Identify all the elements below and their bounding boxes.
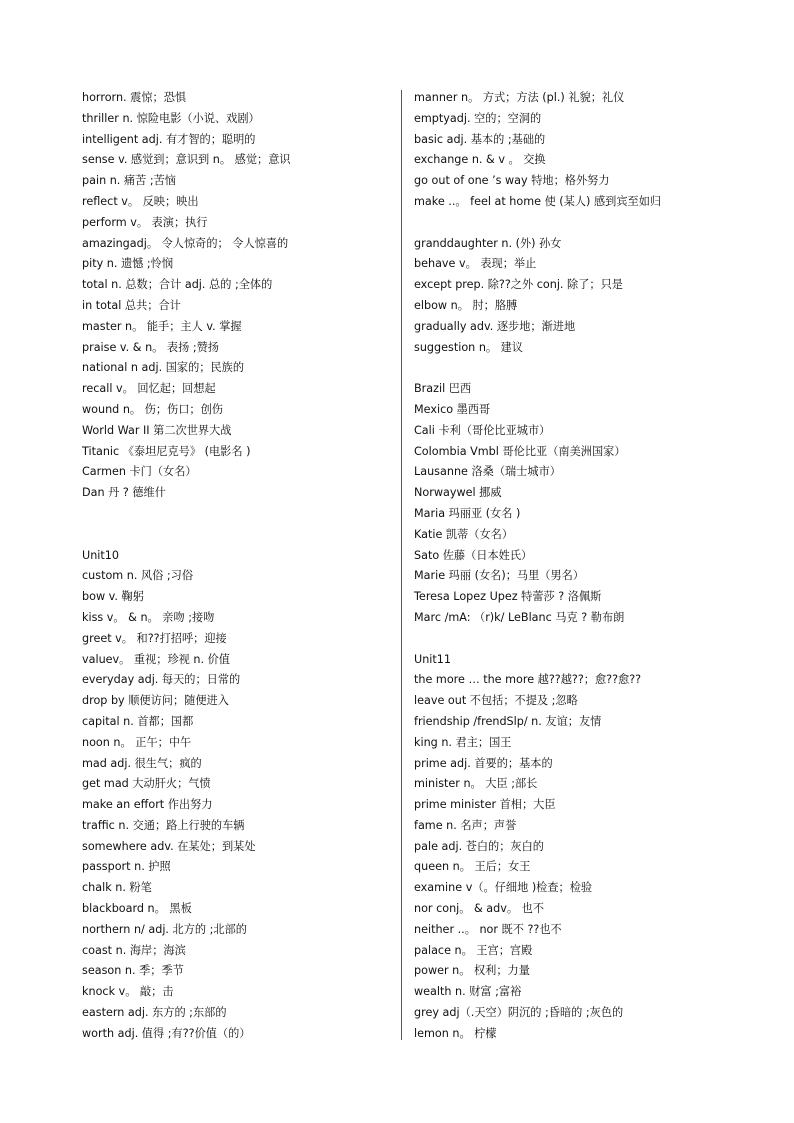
vocab-entry: Dan 丹 ? 德维什	[82, 486, 166, 500]
vocab-entry: sense v. 感觉到；意识到 n。 感觉；意识	[82, 153, 291, 167]
vocab-entry: mad adj. 很生气；疯的	[82, 756, 202, 770]
vocab-entry: worth adj. 值得 ;有??价值（的）	[82, 1026, 251, 1040]
blank-line	[414, 358, 744, 379]
vocab-entry: the more … the more 越??越??；愈??愈??	[414, 673, 642, 687]
vocab-entry: Lausanne 洛桑（瑞士城市）	[414, 465, 561, 479]
vocab-entry: make ..。 feel at home 使 (某人) 感到宾至如归	[414, 194, 662, 208]
vocab-entry: prime adj. 首要的；基本的	[414, 756, 553, 770]
vocab-entry: pain n. 痛苦 ;苦恼	[82, 174, 176, 188]
vocab-entry: wound n。 伤；伤口；创伤	[82, 402, 223, 416]
vocab-entry: northern n/ adj. 北方的 ;北部的	[82, 922, 247, 936]
vocab-entry: basic adj. 基本的 ;基础的	[414, 132, 546, 146]
vocab-entry: amazingadj。 令人惊奇的； 令人惊喜的	[82, 236, 289, 250]
blank-line	[82, 504, 392, 525]
vocab-entry: Cali 卡利（哥伦比亚城市）	[414, 423, 551, 437]
vocab-entry: total n. 总数；合计 adj. 总的 ;全体的	[82, 278, 273, 292]
vocab-entry: exchange n. & v 。 交换	[414, 153, 546, 167]
vocab-entry: eastern adj. 东方的 ;东部的	[82, 1006, 227, 1020]
vocab-entry: Sato 佐藤（日本姓氏）	[414, 548, 533, 562]
vocab-entry: prime minister 首相；大臣	[414, 798, 556, 812]
vocab-entry: king n. 君主；国王	[414, 735, 512, 749]
vocab-entry: pale adj. 苍白的；灰白的	[414, 839, 544, 853]
right-column	[414, 88, 744, 1045]
vocab-entry: gradually adv. 逐步地；渐进地	[414, 319, 576, 333]
vocab-entry: capital n. 首都；国都	[82, 714, 194, 728]
vocab-entry: examine v（。仔细地 )检查；检验	[414, 881, 593, 895]
vocab-entry: fame n. 名声；声誉	[414, 818, 517, 832]
vocab-entry: Colombia Vmbl 哥伦比亚（南美洲国家）	[414, 444, 626, 458]
vocab-entry: chalk n. 粉笔	[82, 881, 152, 895]
vocab-entry: kiss v。 & n。 亲吻 ;接吻	[82, 610, 215, 624]
vocab-entry: Norwaywel 挪威	[414, 486, 502, 500]
unit-heading: Unit11	[414, 652, 452, 666]
vocab-entry: behave v。 表现；举止	[414, 257, 537, 271]
vocab-entry: power n。 权利；力量	[414, 964, 530, 978]
vocab-entry: Carmen 卡门（女名）	[82, 465, 197, 479]
vocab-entry: season n. 季；季节	[82, 964, 184, 978]
vocab-entry: traffic n. 交通；路上行驶的车辆	[82, 818, 245, 832]
vocab-entry: suggestion n。 建议	[414, 340, 524, 354]
vocab-entry: custom n. 风俗 ;习俗	[82, 569, 194, 583]
blank-line	[414, 629, 744, 650]
vocab-entry: neither ..。 nor 既不 ??也不	[414, 922, 562, 936]
vocab-entry: Maria 玛丽亚 (女名 )	[414, 506, 521, 520]
blank-line	[414, 213, 744, 234]
vocab-entry: valuev。 重视；珍视 n. 价值	[82, 652, 230, 666]
vocab-entry: granddaughter n. (外) 孙女	[414, 236, 562, 250]
vocab-entry: intelligent adj. 有才智的；聪明的	[82, 132, 256, 146]
vocab-entry: queen n。 王后；女王	[414, 860, 531, 874]
vocab-entry: emptyadj. 空的；空洞的	[414, 111, 542, 125]
vocab-entry: Marc /mA: （r)k/ LeBlanc 马克 ? 勒布朗	[414, 610, 625, 624]
vocab-entry: Mexico 墨西哥	[414, 402, 491, 416]
vocab-entry: get mad 大动肝火；气愤	[82, 777, 211, 791]
vocab-entry: except prep. 除??之外 conj. 除了；只是	[414, 278, 623, 292]
vocab-entry: Katie 凯蒂（女名）	[414, 527, 514, 541]
vocab-entry: elbow n。 肘；胳膊	[414, 298, 518, 312]
vocab-entry: passport n. 护照	[82, 860, 171, 874]
vocab-entry: recall v。 回忆起；回想起	[82, 382, 216, 396]
vocab-entry: perform v。 表演；执行	[82, 215, 208, 229]
vocab-entry: World War II 第二次世界大战	[82, 423, 232, 437]
vocab-entry: noon n。 正午；中午	[82, 735, 192, 749]
left-column	[82, 88, 392, 1045]
vocab-entry: leave out 不包括；不提及 ;忽略	[414, 694, 578, 708]
blank-line	[82, 525, 392, 546]
vocab-entry: coast n. 海岸；海滨	[82, 943, 186, 957]
vocab-entry: blackboard n。 黑板	[82, 902, 192, 916]
vocab-entry: pity n. 遗憾 ;怜悯	[82, 257, 174, 271]
vocab-entry: master n。 能手；主人 v. 掌握	[82, 319, 242, 333]
vocab-entry: praise v. & n。 表扬 ;赞扬	[82, 340, 219, 354]
vocab-entry: horrorn. 震惊；恐惧	[82, 91, 187, 104]
vocab-entry: nor conj。 & adv。 也不	[414, 902, 545, 916]
unit-heading: Unit10	[82, 548, 120, 562]
vocab-entry: wealth n. 财富 ;富裕	[414, 985, 522, 999]
vocab-entry: make an effort 作出努力	[82, 798, 213, 812]
vocab-entry: bow v. 鞠躬	[82, 590, 144, 604]
vocab-entry: greet v。 和??打招呼；迎接	[82, 631, 227, 645]
vocab-entry: thriller n. 惊险电影（小说、戏剧）	[82, 111, 260, 125]
vocab-entry: national n adj. 国家的；民族的	[82, 361, 245, 375]
vocab-entry: reflect v。 反映；映出	[82, 194, 199, 208]
vocab-entry: in total 总共；合计	[82, 298, 181, 312]
vocab-entry: Titanic 《泰坦尼克号》 (电影名 )	[82, 444, 251, 458]
vocab-entry: manner n。 方式；方法 (pl.) 礼貌；礼仪	[414, 91, 625, 104]
vocab-entry: Brazil 巴西	[414, 382, 472, 396]
vocab-entry: go out of one ’s way 特地；格外努力	[414, 174, 610, 188]
vocab-entry: knock v。 敲；击	[82, 985, 174, 999]
column-divider	[401, 90, 402, 1040]
vocab-entry: minister n。 大臣 ;部长	[414, 777, 538, 791]
vocab-entry: friendship /frendSlp/ n. 友谊；友情	[414, 714, 602, 728]
vocab-entry: grey adj（.天空）阴沉的 ;昏暗的 ;灰色的	[414, 1006, 624, 1020]
vocab-entry: palace n。 王宫；宫殿	[414, 943, 533, 957]
vocab-entry: everyday adj. 每天的；日常的	[82, 673, 241, 687]
vocab-entry: lemon n。 柠檬	[414, 1026, 497, 1040]
vocab-entry: Teresa Lopez Upez 特蕾莎 ? 洛佩斯	[414, 590, 602, 604]
vocab-entry: Marie 玛丽 (女名)；马里（男名）	[414, 569, 585, 583]
vocab-entry: drop by 顺便访问；随便进入	[82, 694, 229, 708]
vocab-entry: somewhere adv. 在某处；到某处	[82, 839, 256, 853]
